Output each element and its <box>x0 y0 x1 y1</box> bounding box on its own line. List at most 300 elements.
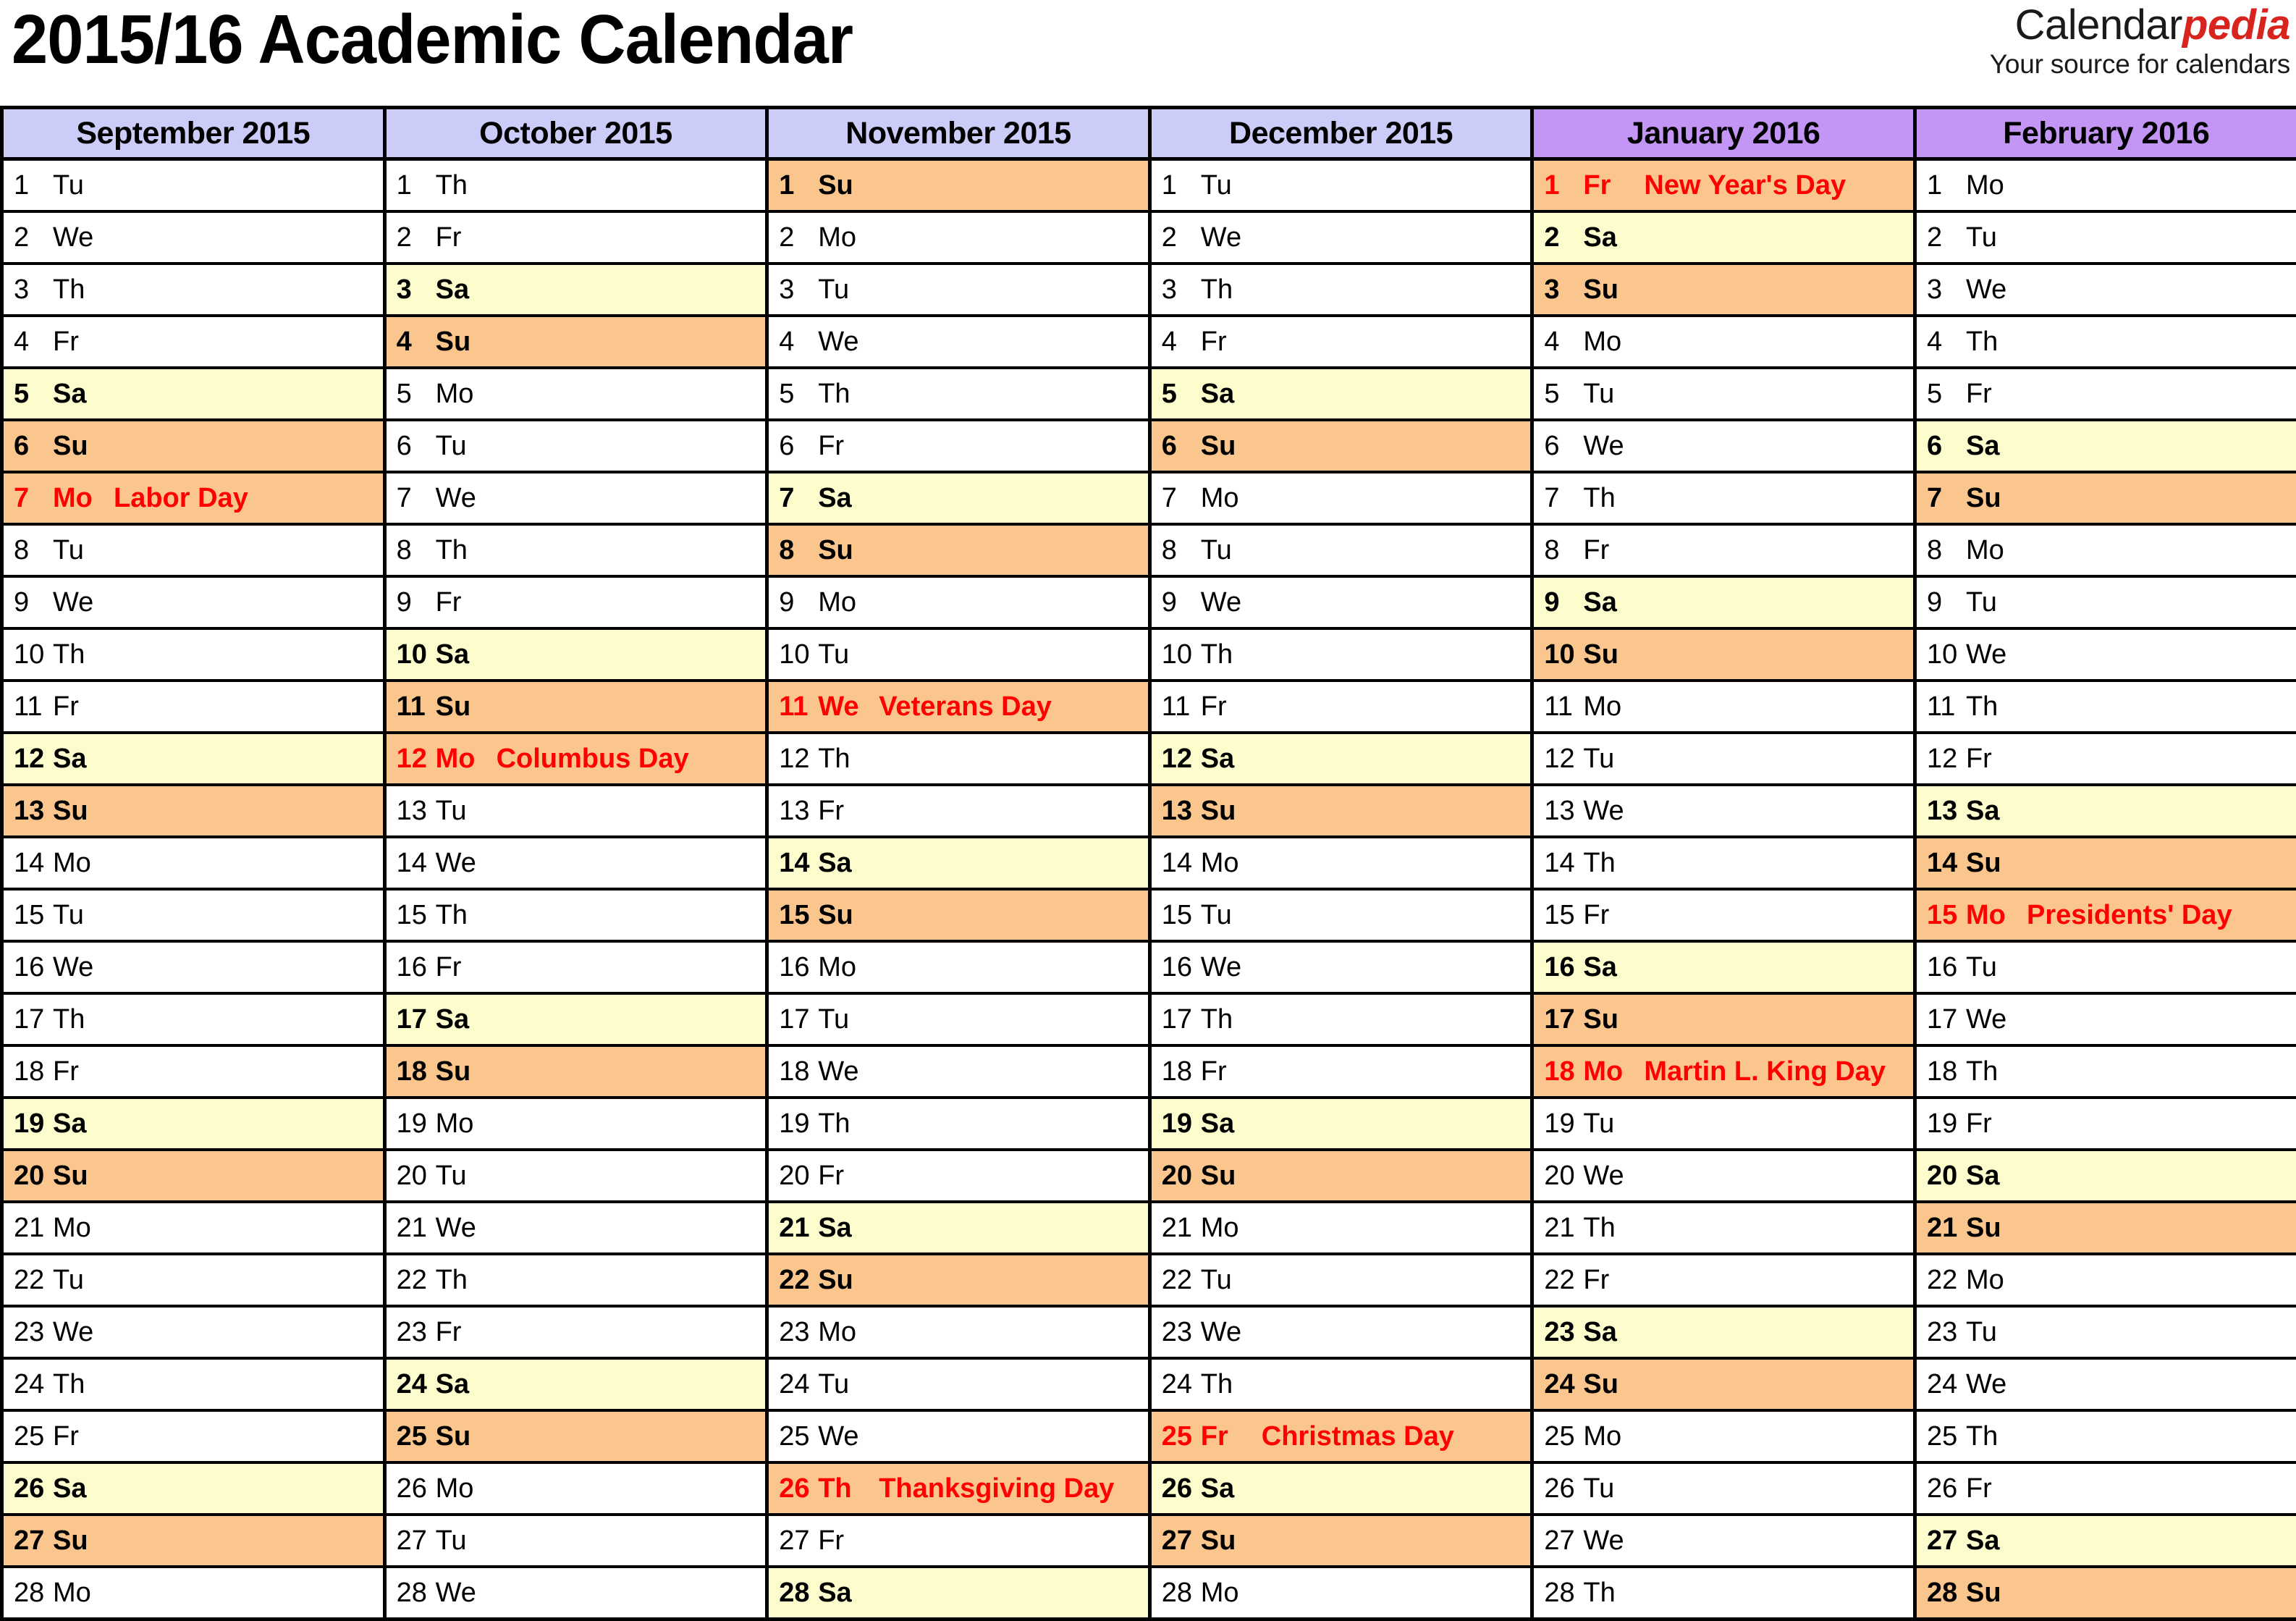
day-cell[interactable] <box>4 1203 383 1255</box>
day-cell[interactable] <box>769 1203 1148 1255</box>
day-cell[interactable] <box>387 995 766 1047</box>
day-number: 2 <box>1926 222 1943 253</box>
day-number: 14 <box>14 847 45 878</box>
day-of-week: We <box>1965 1368 2007 1399</box>
day-cell[interactable] <box>387 473 766 526</box>
day-cell[interactable] <box>769 526 1148 578</box>
day-of-week: Fr <box>818 1525 845 1556</box>
day-cell[interactable] <box>1152 891 1531 943</box>
day-cell[interactable] <box>769 1308 1148 1360</box>
day-of-week: Th <box>1965 326 1999 357</box>
day-cell[interactable] <box>1152 838 1531 891</box>
day-cell[interactable] <box>1917 317 2296 369</box>
month-header: October 2015 <box>387 109 766 161</box>
day-cell[interactable] <box>769 891 1148 943</box>
day-of-week: Sa <box>53 1108 87 1139</box>
day-cell[interactable] <box>387 1151 766 1203</box>
month-column <box>1534 109 1917 1617</box>
day-cell[interactable] <box>1917 213 2296 265</box>
day-of-week: Fr <box>53 1420 79 1452</box>
day-of-week: Fr <box>435 1316 462 1347</box>
day-cell[interactable] <box>1917 473 2296 526</box>
day-cell[interactable] <box>769 786 1148 838</box>
day-number: 21 <box>14 1212 45 1243</box>
day-cell[interactable] <box>4 1255 383 1308</box>
day-cell[interactable] <box>387 786 766 838</box>
day-number: 9 <box>1926 586 1943 618</box>
day-cell[interactable] <box>387 1360 766 1412</box>
day-cell[interactable] <box>1917 161 2296 213</box>
day-cell[interactable] <box>4 1099 383 1151</box>
day-cell[interactable] <box>4 1464 383 1516</box>
day-of-week: Tu <box>818 639 850 670</box>
day-cell[interactable] <box>387 1255 766 1308</box>
day-cell[interactable] <box>769 1255 1148 1308</box>
day-cell[interactable] <box>1152 421 1531 473</box>
day-of-week: Th <box>1200 639 1233 670</box>
day-cell[interactable] <box>1152 943 1531 995</box>
day-cell[interactable] <box>387 891 766 943</box>
day-cell[interactable] <box>1534 578 1913 630</box>
day-cell[interactable] <box>1152 1308 1531 1360</box>
day-cell[interactable] <box>1917 1568 2296 1617</box>
day-cell[interactable] <box>387 1047 766 1099</box>
day-cell[interactable] <box>1152 786 1531 838</box>
day-cell[interactable] <box>1917 630 2296 682</box>
day-number: 26 <box>14 1473 45 1504</box>
day-cell[interactable] <box>4 1151 383 1203</box>
day-number: 28 <box>1161 1577 1193 1608</box>
day-cell[interactable] <box>1152 1151 1531 1203</box>
day-cell[interactable] <box>387 578 766 630</box>
day-cell[interactable] <box>1534 786 1913 838</box>
day-number: 20 <box>1161 1160 1193 1191</box>
day-of-week: Tu <box>435 1525 467 1556</box>
day-number: 8 <box>396 534 412 565</box>
day-number: 12 <box>779 743 810 774</box>
day-cell[interactable] <box>1917 1151 2296 1203</box>
day-of-week: Th <box>1200 1003 1233 1035</box>
day-cell[interactable] <box>1534 265 1913 317</box>
day-cell[interactable] <box>1917 1099 2296 1151</box>
day-cell[interactable] <box>4 1568 383 1617</box>
day-cell[interactable] <box>769 1099 1148 1151</box>
day-cell[interactable] <box>387 161 766 213</box>
month-column <box>769 109 1152 1617</box>
day-number: 22 <box>1161 1264 1193 1295</box>
day-cell[interactable] <box>769 1516 1148 1568</box>
day-cell[interactable] <box>1152 1464 1531 1516</box>
day-cell[interactable] <box>387 369 766 421</box>
day-cell[interactable] <box>1534 682 1913 734</box>
day-list <box>1534 161 1913 1617</box>
day-of-week: Tu <box>818 1003 850 1035</box>
day-cell[interactable] <box>387 1099 766 1151</box>
day-of-week: We <box>1965 639 2007 670</box>
day-number: 28 <box>396 1577 427 1608</box>
day-cell[interactable] <box>1917 1203 2296 1255</box>
month-column <box>1152 109 1535 1617</box>
brand-tagline: Your source for calendars <box>1989 49 2290 79</box>
day-cell[interactable] <box>1152 630 1531 682</box>
day-number: 15 <box>779 899 810 930</box>
day-cell[interactable] <box>1917 734 2296 786</box>
day-of-week: Mo <box>1965 1264 2004 1295</box>
day-number: 18 <box>396 1056 427 1087</box>
day-cell[interactable] <box>1152 369 1531 421</box>
day-number: 4 <box>396 326 412 357</box>
day-number: 7 <box>396 482 412 513</box>
day-of-week: Fr <box>1200 326 1227 357</box>
day-cell[interactable] <box>1917 995 2296 1047</box>
day-cell[interactable] <box>769 1568 1148 1617</box>
day-cell[interactable] <box>1917 1255 2296 1308</box>
day-cell[interactable] <box>387 943 766 995</box>
day-number: 23 <box>1544 1316 1575 1347</box>
month-header: September 2015 <box>4 109 383 161</box>
day-number: 19 <box>396 1108 427 1139</box>
day-cell[interactable] <box>387 1203 766 1255</box>
day-cell[interactable] <box>1917 682 2296 734</box>
day-number: 25 <box>779 1420 810 1452</box>
day-cell[interactable] <box>1152 1099 1531 1151</box>
day-cell[interactable] <box>1917 1047 2296 1099</box>
day-number: 12 <box>396 743 427 774</box>
day-cell[interactable] <box>1152 1568 1531 1617</box>
day-cell[interactable] <box>769 682 1148 734</box>
day-of-week: Mo <box>1200 1212 1239 1243</box>
day-cell[interactable] <box>4 265 383 317</box>
day-number: 6 <box>1926 430 1943 461</box>
day-cell[interactable] <box>387 734 766 786</box>
day-cell[interactable] <box>1917 421 2296 473</box>
day-of-week: Fr <box>1583 169 1611 201</box>
day-of-week: Sa <box>1200 743 1235 774</box>
day-cell[interactable] <box>769 1412 1148 1464</box>
day-cell[interactable] <box>387 838 766 891</box>
day-cell[interactable] <box>1152 1047 1531 1099</box>
day-cell[interactable] <box>1152 682 1531 734</box>
day-of-week: Th <box>1200 274 1233 305</box>
day-cell[interactable] <box>4 473 383 526</box>
day-of-week: Sa <box>1583 586 1617 618</box>
day-of-week: Sa <box>1583 951 1617 982</box>
day-cell[interactable] <box>1534 473 1913 526</box>
day-number: 2 <box>1544 222 1560 253</box>
day-of-week: Fr <box>1200 1056 1227 1087</box>
day-of-week: Sa <box>1200 378 1235 409</box>
day-number: 8 <box>1926 534 1943 565</box>
day-cell[interactable] <box>1534 995 1913 1047</box>
day-cell[interactable] <box>1152 213 1531 265</box>
day-cell[interactable] <box>769 1360 1148 1412</box>
day-of-week: Sa <box>53 743 87 774</box>
day-of-week: Sa <box>435 1368 470 1399</box>
day-cell[interactable] <box>1917 526 2296 578</box>
day-of-week: Tu <box>1200 169 1232 201</box>
day-of-week: Th <box>1965 1420 1999 1452</box>
day-cell[interactable] <box>1917 943 2296 995</box>
day-number: 27 <box>396 1525 427 1556</box>
day-cell[interactable] <box>4 891 383 943</box>
day-of-week: Sa <box>435 639 470 670</box>
day-cell[interactable] <box>1534 943 1913 995</box>
day-cell[interactable] <box>1534 317 1913 369</box>
day-cell[interactable] <box>1534 1412 1913 1464</box>
day-cell[interactable] <box>1534 1099 1913 1151</box>
day-cell[interactable] <box>1534 161 1913 213</box>
day-number: 18 <box>1926 1056 1958 1087</box>
day-cell[interactable] <box>4 682 383 734</box>
brand-name-primary: Calendar <box>2014 1 2182 49</box>
day-number: 10 <box>1544 639 1575 670</box>
month-header: January 2016 <box>1534 109 1913 161</box>
day-number: 19 <box>14 1108 45 1139</box>
day-number: 16 <box>14 951 45 982</box>
day-cell[interactable] <box>1917 369 2296 421</box>
day-of-week: Fr <box>1200 691 1227 722</box>
day-cell[interactable] <box>769 213 1148 265</box>
day-cell[interactable] <box>1152 734 1531 786</box>
day-number: 1 <box>14 169 30 201</box>
day-number: 22 <box>396 1264 427 1295</box>
day-cell[interactable] <box>4 995 383 1047</box>
day-number: 2 <box>779 222 795 253</box>
day-cell[interactable] <box>769 161 1148 213</box>
day-of-week: Th <box>818 1108 851 1139</box>
day-number: 15 <box>14 899 45 930</box>
day-cell[interactable] <box>769 630 1148 682</box>
day-cell[interactable] <box>4 1360 383 1412</box>
day-cell[interactable] <box>1152 526 1531 578</box>
day-of-week: Tu <box>818 1368 850 1399</box>
day-of-week: Tu <box>1965 222 1997 253</box>
day-cell[interactable] <box>1152 265 1531 317</box>
day-number: 10 <box>779 639 810 670</box>
day-cell[interactable] <box>1534 526 1913 578</box>
day-cell[interactable] <box>769 317 1148 369</box>
day-cell[interactable] <box>4 630 383 682</box>
day-of-week: We <box>818 326 859 357</box>
day-number: 17 <box>1926 1003 1958 1035</box>
day-number: 5 <box>14 378 30 409</box>
day-of-week: Th <box>53 1368 85 1399</box>
day-cell[interactable] <box>1534 734 1913 786</box>
day-cell[interactable] <box>1917 1516 2296 1568</box>
day-cell[interactable] <box>1534 1516 1913 1568</box>
day-cell[interactable] <box>387 526 766 578</box>
day-list <box>1917 161 2296 1617</box>
day-cell[interactable] <box>1534 1308 1913 1360</box>
day-cell[interactable] <box>769 943 1148 995</box>
day-cell[interactable] <box>769 734 1148 786</box>
day-cell[interactable] <box>387 317 766 369</box>
day-cell[interactable] <box>4 161 383 213</box>
holiday-label: Columbus Day <box>496 743 689 774</box>
day-cell[interactable] <box>4 943 383 995</box>
day-number: 23 <box>1161 1316 1193 1347</box>
day-of-week: Fr <box>1583 899 1610 930</box>
day-cell[interactable] <box>1534 213 1913 265</box>
day-of-week: Th <box>435 169 468 201</box>
day-cell[interactable] <box>1152 1360 1531 1412</box>
day-cell[interactable] <box>1917 786 2296 838</box>
day-cell[interactable] <box>4 369 383 421</box>
day-cell[interactable] <box>4 1412 383 1464</box>
day-cell[interactable] <box>1534 1047 1913 1099</box>
day-of-week: Sa <box>1200 1108 1235 1139</box>
day-cell[interactable] <box>769 473 1148 526</box>
day-cell[interactable] <box>387 213 766 265</box>
day-cell[interactable] <box>1917 891 2296 943</box>
day-list <box>4 161 383 1617</box>
day-of-week: Su <box>53 430 88 461</box>
day-cell[interactable] <box>1534 1568 1913 1617</box>
month-column <box>387 109 769 1617</box>
day-cell[interactable] <box>387 1516 766 1568</box>
day-of-week: We <box>435 482 476 513</box>
day-cell[interactable] <box>4 1516 383 1568</box>
day-of-week: Fr <box>1583 1264 1610 1295</box>
day-of-week: Mo <box>53 847 91 878</box>
day-number: 6 <box>779 430 795 461</box>
day-cell[interactable] <box>769 1047 1148 1099</box>
day-of-week: Mo <box>1200 482 1239 513</box>
day-cell[interactable] <box>387 421 766 473</box>
day-cell[interactable] <box>1917 1360 2296 1412</box>
day-cell[interactable] <box>1534 630 1913 682</box>
day-of-week: Fr <box>818 430 845 461</box>
day-cell[interactable] <box>1534 1151 1913 1203</box>
day-cell[interactable] <box>4 578 383 630</box>
day-cell[interactable] <box>1917 578 2296 630</box>
day-number: 8 <box>1544 534 1560 565</box>
page-title: 2015/16 Academic Calendar <box>12 1 853 78</box>
day-cell[interactable] <box>1534 891 1913 943</box>
day-cell[interactable] <box>387 682 766 734</box>
day-number: 13 <box>1161 795 1193 826</box>
day-cell[interactable] <box>4 213 383 265</box>
day-cell[interactable] <box>1152 578 1531 630</box>
day-cell[interactable] <box>1152 1412 1531 1464</box>
day-cell[interactable] <box>769 369 1148 421</box>
day-of-week: Su <box>1583 1368 1618 1399</box>
calendar-grid <box>0 106 2296 1621</box>
day-number: 15 <box>396 899 427 930</box>
day-number: 24 <box>1544 1368 1575 1399</box>
day-number: 7 <box>1544 482 1560 513</box>
day-of-week: Mo <box>53 1577 91 1608</box>
day-cell[interactable] <box>769 265 1148 317</box>
day-cell[interactable] <box>387 630 766 682</box>
day-number: 26 <box>396 1473 427 1504</box>
day-number: 20 <box>1926 1160 1958 1191</box>
day-number: 21 <box>1161 1212 1193 1243</box>
day-of-week: Sa <box>1965 1525 2000 1556</box>
day-cell[interactable] <box>1917 838 2296 891</box>
day-cell[interactable] <box>769 1464 1148 1516</box>
day-of-week: Mo <box>1965 169 2004 201</box>
day-number: 21 <box>779 1212 810 1243</box>
day-cell[interactable] <box>1917 265 2296 317</box>
day-of-week: Sa <box>1965 430 2000 461</box>
day-cell[interactable] <box>1534 1360 1913 1412</box>
day-cell[interactable] <box>769 421 1148 473</box>
day-cell[interactable] <box>1534 838 1913 891</box>
day-cell[interactable] <box>4 734 383 786</box>
day-of-week: Fr <box>1965 378 1992 409</box>
day-cell[interactable] <box>1534 1203 1913 1255</box>
day-cell[interactable] <box>769 995 1148 1047</box>
day-cell[interactable] <box>4 421 383 473</box>
day-of-week: Fr <box>818 795 845 826</box>
day-cell[interactable] <box>1152 161 1531 213</box>
day-cell[interactable] <box>387 1308 766 1360</box>
day-cell[interactable] <box>387 265 766 317</box>
day-of-week: Tu <box>1965 586 1997 618</box>
day-cell[interactable] <box>4 317 383 369</box>
day-number: 7 <box>1926 482 1943 513</box>
day-of-week: Su <box>53 1525 88 1556</box>
day-cell[interactable] <box>387 1464 766 1516</box>
day-number: 24 <box>14 1368 45 1399</box>
day-cell[interactable] <box>1917 1412 2296 1464</box>
day-number: 11 <box>1544 691 1573 722</box>
day-cell[interactable] <box>769 578 1148 630</box>
day-of-week: We <box>435 847 476 878</box>
day-cell[interactable] <box>1534 421 1913 473</box>
day-cell[interactable] <box>1152 1203 1531 1255</box>
day-cell[interactable] <box>1152 995 1531 1047</box>
day-cell[interactable] <box>1917 1464 2296 1516</box>
day-cell[interactable] <box>4 1308 383 1360</box>
day-cell[interactable] <box>387 1412 766 1464</box>
day-number: 27 <box>14 1525 45 1556</box>
day-cell[interactable] <box>1152 473 1531 526</box>
day-of-week: Mo <box>1583 691 1622 722</box>
day-number: 25 <box>14 1420 45 1452</box>
day-cell[interactable] <box>4 1047 383 1099</box>
day-of-week: Th <box>818 743 851 774</box>
day-of-week: Tu <box>435 1160 467 1191</box>
day-of-week: Sa <box>1965 795 2000 826</box>
day-cell[interactable] <box>1152 317 1531 369</box>
day-number: 25 <box>1544 1420 1575 1452</box>
day-of-week: We <box>1583 430 1624 461</box>
day-number: 12 <box>1161 743 1193 774</box>
day-cell[interactable] <box>387 1568 766 1617</box>
day-cell[interactable] <box>1534 1464 1913 1516</box>
day-cell[interactable] <box>769 838 1148 891</box>
day-cell[interactable] <box>1534 369 1913 421</box>
day-cell[interactable] <box>4 526 383 578</box>
day-of-week: Sa <box>1200 1473 1235 1504</box>
day-number: 9 <box>1544 586 1560 618</box>
day-of-week: Su <box>1583 274 1618 305</box>
day-cell[interactable] <box>4 838 383 891</box>
day-cell[interactable] <box>1152 1255 1531 1308</box>
day-cell[interactable] <box>1152 1516 1531 1568</box>
day-cell[interactable] <box>4 786 383 838</box>
day-number: 4 <box>1544 326 1560 357</box>
day-of-week: Tu <box>1583 743 1615 774</box>
day-of-week: We <box>1965 1003 2007 1035</box>
day-cell[interactable] <box>1534 1255 1913 1308</box>
day-number: 12 <box>1926 743 1958 774</box>
day-cell[interactable] <box>1917 1308 2296 1360</box>
day-cell[interactable] <box>769 1151 1148 1203</box>
day-of-week: We <box>1200 951 1242 982</box>
